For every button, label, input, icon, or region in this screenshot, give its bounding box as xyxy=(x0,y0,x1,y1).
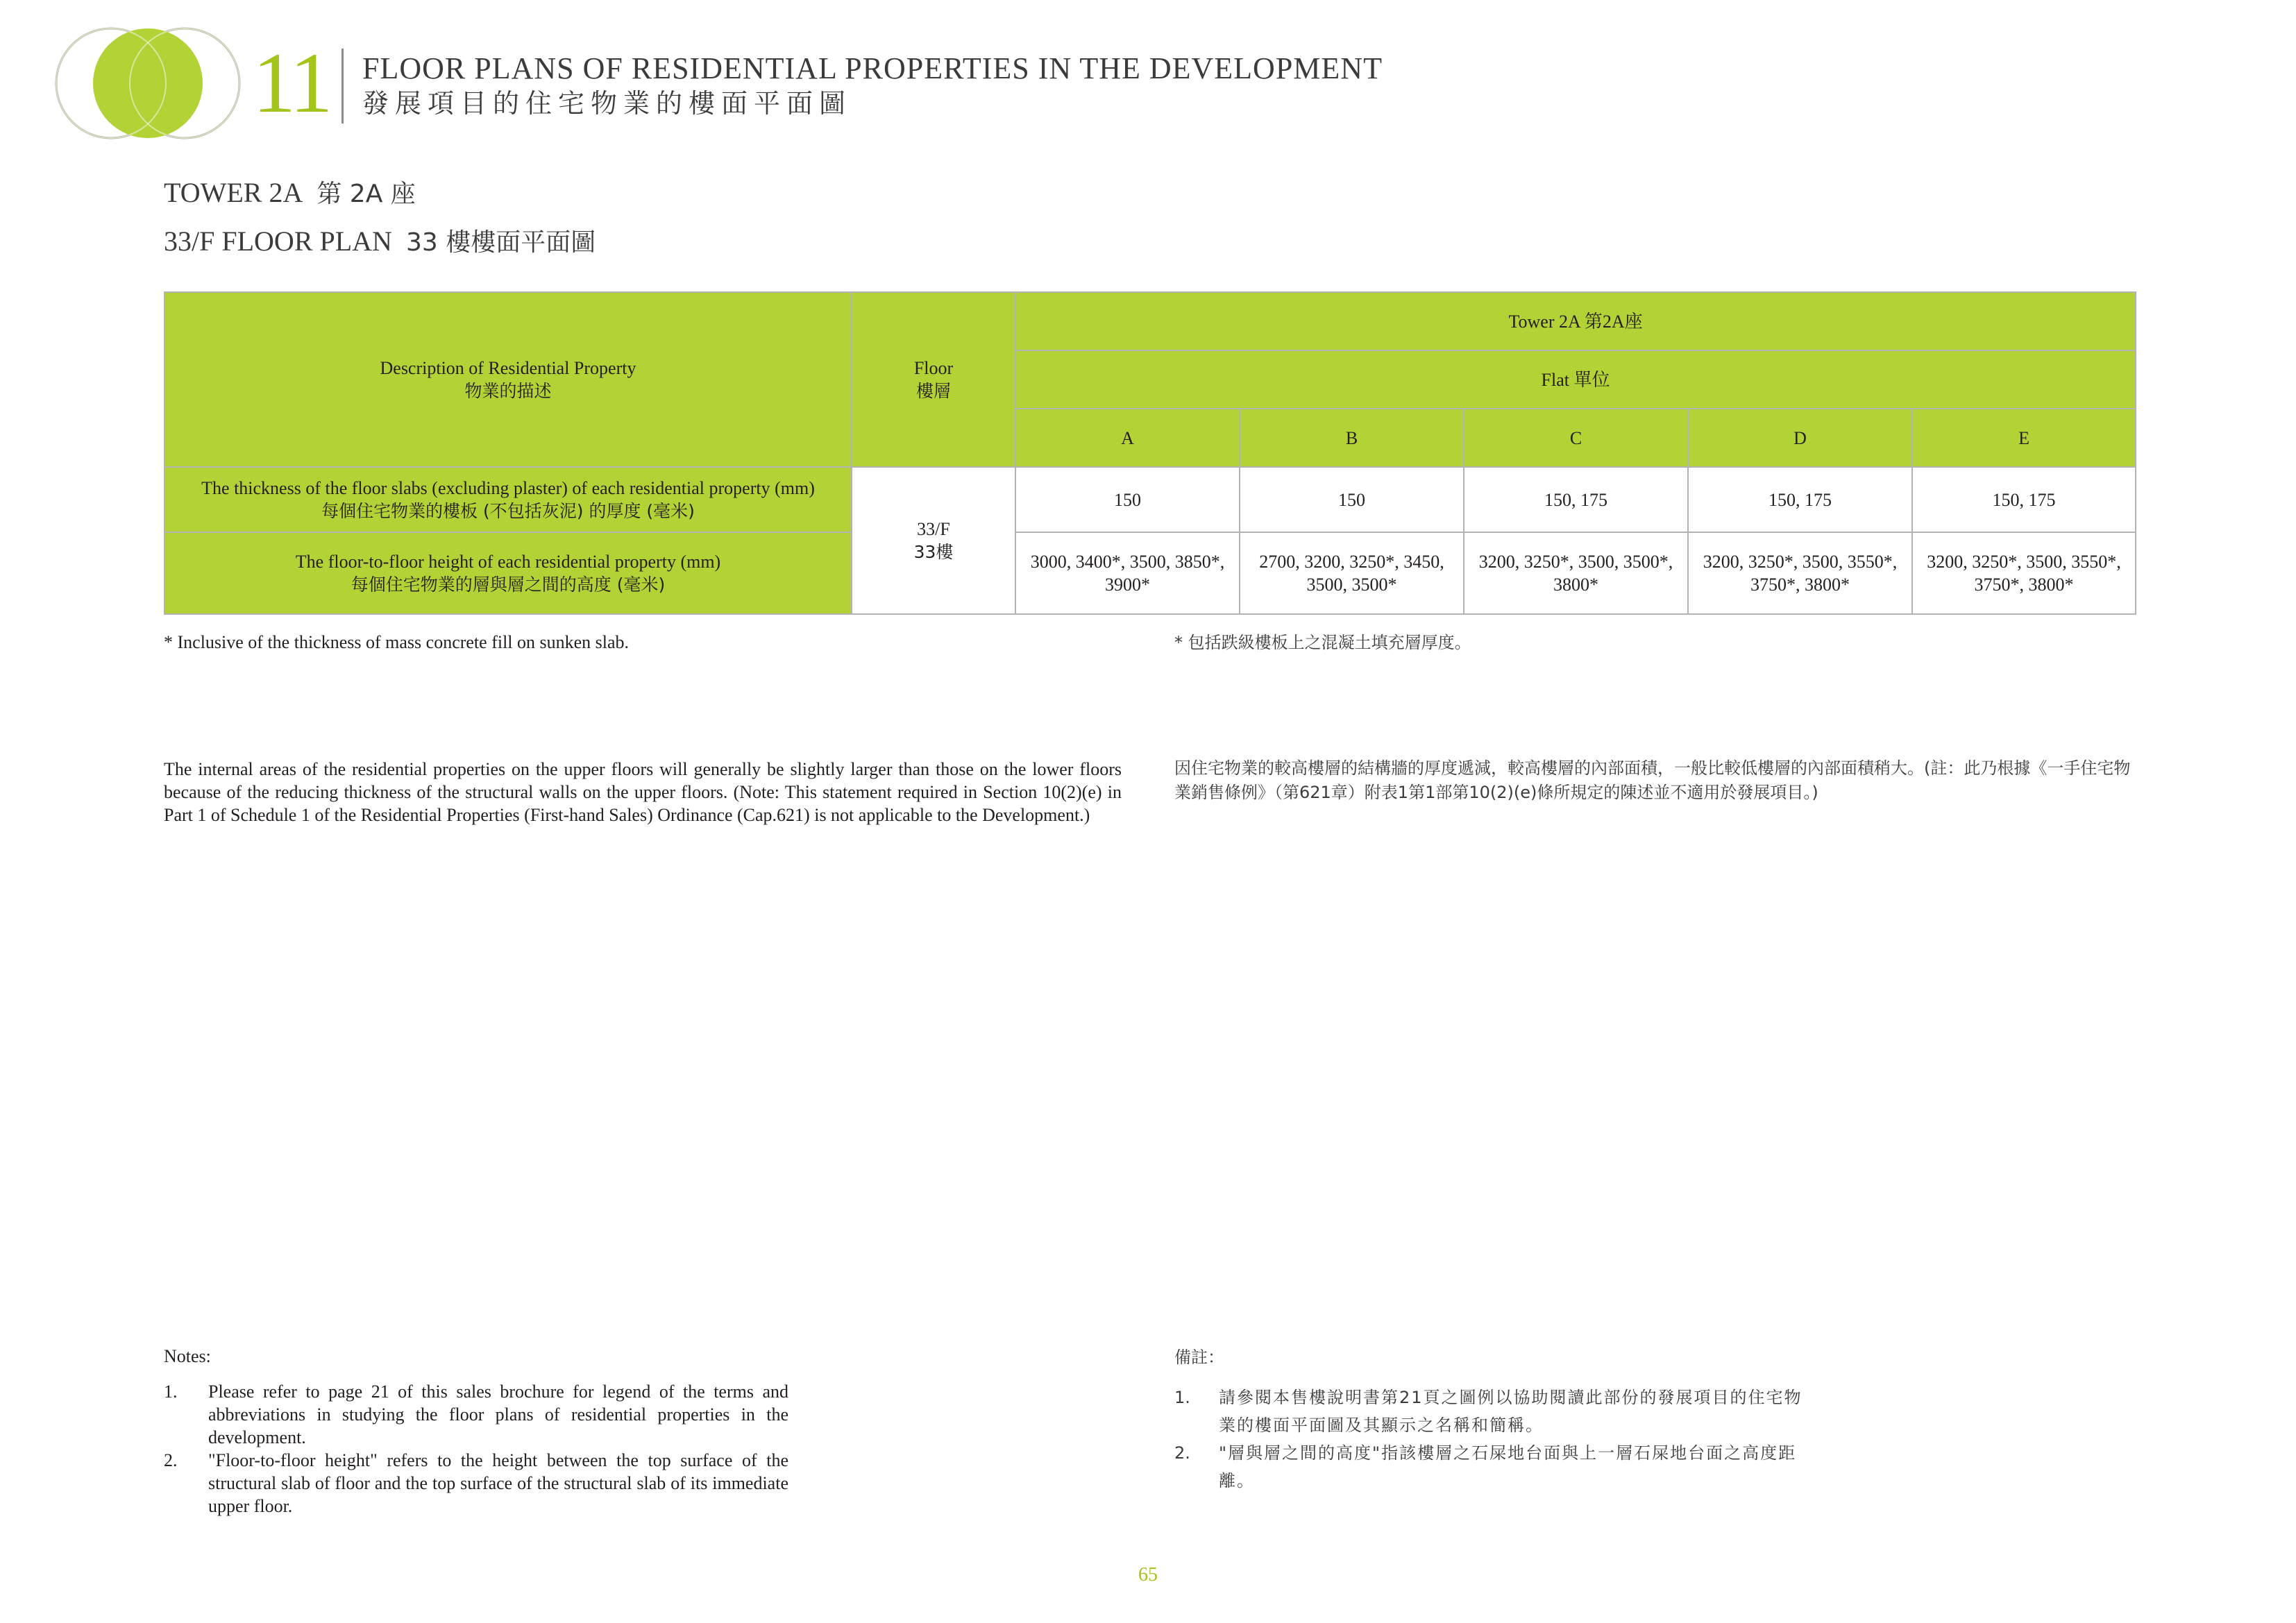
note-item xyxy=(1174,1439,1820,1495)
note-item xyxy=(1174,1384,1820,1439)
floor-height-a: 3000, 3400*, 3500, 3850*, 3900* xyxy=(1015,532,1240,614)
note-number: 2. xyxy=(164,1450,178,1470)
flat-b-header: B xyxy=(1240,409,1464,467)
flat-a-header: A xyxy=(1015,409,1240,467)
note-text: 請參閱本售樓說明書第21頁之圖例以協助閱讀此部份的發展項目的住宅物業的樓面平面圖及其顯示之名稱和簡稱。 xyxy=(1219,1388,1803,1435)
notes-heading-en: Notes: xyxy=(164,1346,211,1366)
slab-thickness-label: The thickness of the floor slabs (excluding plaster) of each residential property (mm) 每個住宅物業的樓板 (不包括灰泥) 的厚度 (毫米) xyxy=(164,467,852,532)
section-number: 11 xyxy=(253,35,330,130)
note-number: 1. xyxy=(1174,1388,1190,1407)
floor-height-e: 3200, 3250*, 3500, 3550*, 3750*, 3800* xyxy=(1912,532,2136,614)
flat-header: Flat 單位 xyxy=(1015,350,2136,409)
floor-height-d: 3200, 3250*, 3500, 3550*, 3750*, 3800* xyxy=(1688,532,1912,614)
slab-thickness-b: 150 xyxy=(1240,467,1464,532)
flat-d-header: D xyxy=(1688,409,1912,467)
section-title-en: FLOOR PLANS OF RESIDENTIAL PROPERTIES IN THE DEVELOPMENT xyxy=(362,51,1383,85)
floor-header: Floor 樓層 xyxy=(852,292,1015,467)
footnote-en: * Inclusive of the thickness of mass concrete fill on sunken slab. xyxy=(164,632,630,652)
tower-header: Tower 2A 第2A座 xyxy=(1015,292,2136,350)
section-divider xyxy=(341,49,344,124)
tower-title-zh: 第 2A 座 xyxy=(316,180,416,208)
notes-zh xyxy=(1174,1343,1820,1495)
note-text: "層與層之間的高度"指該樓層之石屎地台面與上一層石屎地台面之高度距離。 xyxy=(1219,1443,1797,1490)
section-title-zh: 發展項目的住宅物業的樓面平面圖 xyxy=(362,88,852,119)
description-header: Description of Residential Property 物業的描述 xyxy=(164,292,852,467)
slab-thickness-a: 150 xyxy=(1015,467,1240,532)
floor-plan-title-zh: 33 樓樓面平面圖 xyxy=(405,228,596,257)
note-item xyxy=(164,1449,788,1518)
slab-thickness-c: 150, 175 xyxy=(1464,467,1688,532)
note-number: 1. xyxy=(164,1382,178,1402)
residential-property-table xyxy=(164,291,2136,615)
floor-plan-title xyxy=(164,225,596,260)
note-text: Please refer to page 21 of this sales brochure for legend of the terms and abbreviations in studying the floor plans of residential properties in the development. xyxy=(208,1382,788,1447)
internal-area-statement-zh: 因住宅物業的較高樓層的結構牆的厚度遞減，較高樓層的內部面積，一般比較低樓層的內部面積稍大。(註：此乃根據《一手住宅物業銷售條例》（第621章）附表1第1部第10(2)(e)條所規定的陳述並不適用於發展項目。) xyxy=(1174,758,2131,802)
flat-e-header: E xyxy=(1912,409,2136,467)
page-number: 65 xyxy=(1138,1564,1158,1586)
section-logo xyxy=(54,26,242,140)
notes-en xyxy=(164,1345,788,1518)
note-item xyxy=(164,1380,788,1449)
floor-height-c: 3200, 3250*, 3500, 3500*, 3800* xyxy=(1464,532,1688,614)
tower-title-en: TOWER 2A xyxy=(164,177,303,208)
notes-heading-zh: 備註： xyxy=(1174,1348,1224,1367)
floor-height-b: 2700, 3200, 3250*, 3450, 3500, 3500* xyxy=(1240,532,1464,614)
floor-plan-title-en: 33/F FLOOR PLAN xyxy=(164,226,392,257)
flat-c-header: C xyxy=(1464,409,1688,467)
floor-value: 33/F 33樓 xyxy=(852,467,1015,614)
slab-thickness-e: 150, 175 xyxy=(1912,467,2136,532)
footnote-zh: * 包括跌級樓板上之混凝土填充層厚度。 xyxy=(1174,633,1471,652)
note-number: 2. xyxy=(1174,1443,1190,1463)
internal-area-statement-en: The internal areas of the residential properties on the upper floors will generally be slightly larger than those on the lower floors because of the reducing thickness of the structural walls on the upper floors. (Note: This statement required in Section 10(2)(e) in Part 1 of Schedule 1 of the Residential Properties (First-hand Sales) Ordinance (Cap.621) is not applicable to the Development.) xyxy=(164,759,1122,825)
note-text: "Floor-to-floor height" refers to the height between the top surface of the structural slab of floor and the top surface of the structural slab of its immediate upper floor. xyxy=(208,1450,788,1516)
tower-title xyxy=(164,176,416,211)
floor-height-label: The floor-to-floor height of each residential property (mm) 每個住宅物業的層與層之間的高度 (毫米) xyxy=(164,532,852,614)
slab-thickness-d: 150, 175 xyxy=(1688,467,1912,532)
